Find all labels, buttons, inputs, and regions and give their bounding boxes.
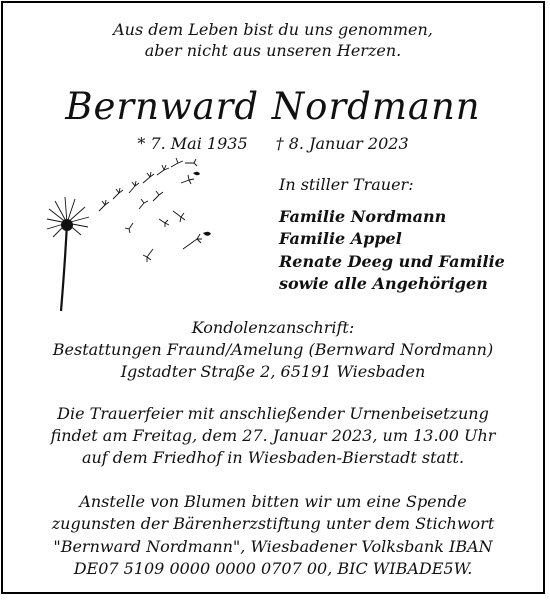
donation-line-1: Anstelle von Blumen bitten wir um eine Spende (79, 492, 467, 511)
mourner-line-3: Renate Deeg und Familie (279, 252, 505, 271)
obituary-card (1, 1, 545, 594)
motto-line-1: Aus dem Leben bist du uns genommen, (113, 20, 433, 39)
motto-line-2: aber nicht aus unseren Herzen. (144, 41, 402, 60)
birth-date: * 7. Mai 1935 (137, 134, 248, 153)
life-dates (3, 134, 543, 153)
ceremony-line-3: auf dem Friedhof in Wiesbaden-Bierstadt statt. (81, 448, 465, 467)
ceremony-line-2: findet am Freitag, dem 27. Januar 2023, um 13.00 Uhr (50, 426, 496, 445)
mourner-line-1: Familie Nordmann (279, 207, 447, 226)
donation-line-2: zugunsten der Bärenherzstiftung unter dem Stichwort (51, 514, 495, 533)
donation-line-3: "Bernward Nordmann", Wiesbadener Volksbank IBAN (53, 537, 493, 556)
dandelion-icon (33, 153, 233, 313)
condolence-heading: Kondolenzanschrift: (191, 318, 355, 337)
donation-line-4: DE07 5109 0000 0000 0707 00, BIC WIBADE5W. (73, 559, 473, 578)
death-date: † 8. Januar 2023 (275, 134, 409, 153)
condolence-line-1: Bestattungen Fraund/Amelung (Bernward Nordmann) (52, 340, 494, 359)
ceremony-line-1: Die Trauerfeier mit anschließender Urnenbeisetzung (57, 404, 489, 423)
condolence-line-2: Igstadter Straße 2, 65191 Wiesbaden (120, 362, 426, 381)
deceased-name: Bernward Nordmann (65, 85, 481, 128)
mourner-line-2: Familie Appel (279, 229, 402, 248)
mourners-heading: In stiller Trauer: (279, 175, 414, 194)
mourner-line-4: sowie alle Angehörigen (279, 274, 488, 293)
